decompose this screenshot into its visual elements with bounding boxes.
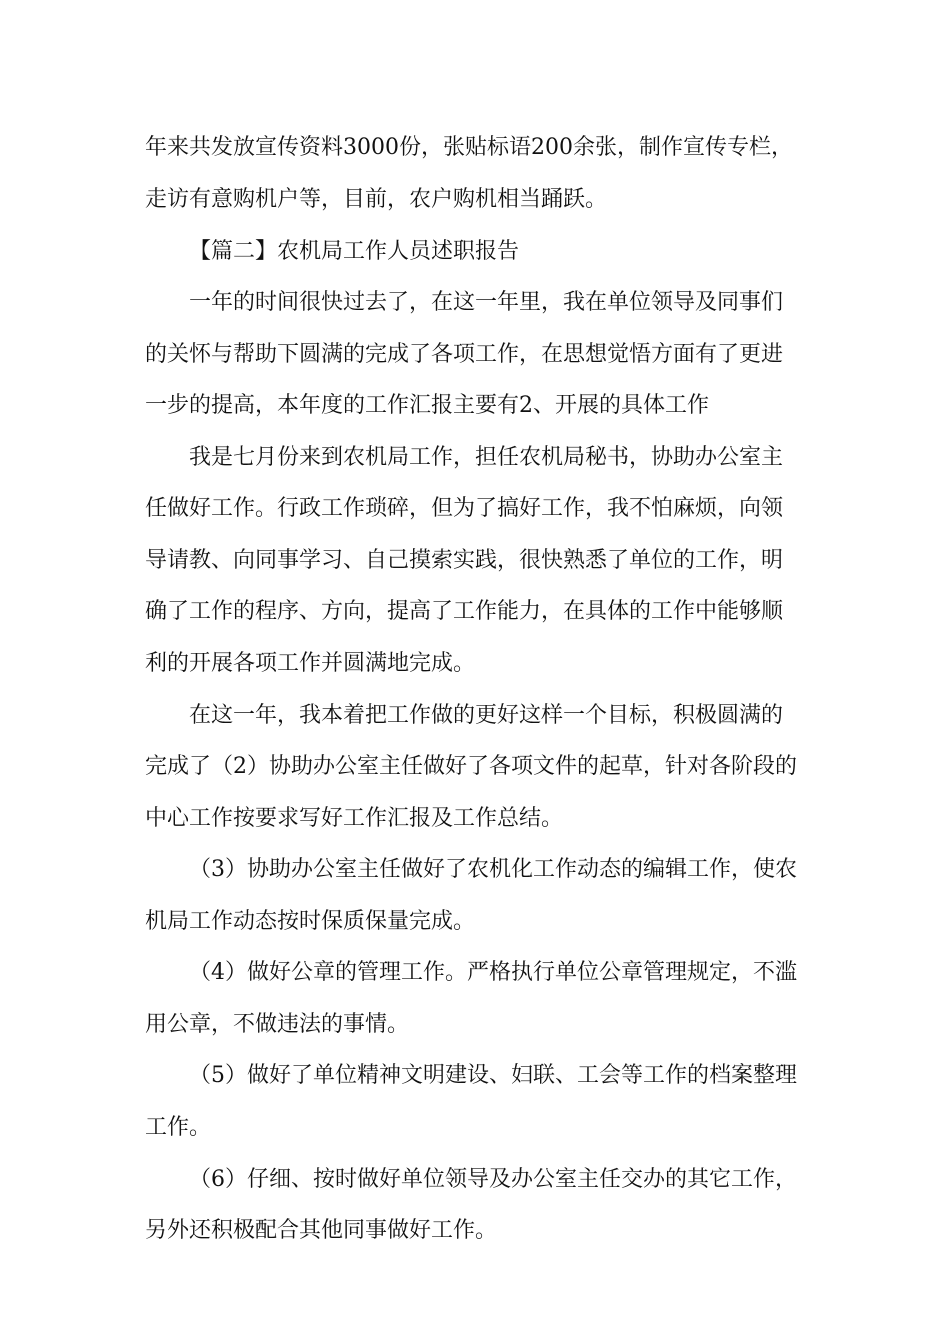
text-line: （5）做好了单位精神文明建设、妇联、工会等工作的档案整理: [189, 1063, 797, 1088]
text-line: 确了工作的程序、方向，提高了工作能力，在具体的工作中能够顺: [145, 599, 784, 624]
text-line: 一步的提高，本年度的工作汇报主要有2、开展的具体工作: [145, 393, 709, 418]
text-line: 我是七月份来到农机局工作，担任农机局秘书，协助办公室主: [189, 445, 784, 470]
text-line: 任做好工作。行政工作琐碎，但为了搞好工作，我不怕麻烦，向领: [145, 496, 784, 521]
text-line: （4）做好公章的管理工作。严格执行单位公章管理规定，不滥: [189, 960, 797, 985]
text-line: 在这一年，我本着把工作做的更好这样一个目标，积极圆满的: [189, 703, 784, 728]
text-line: 另外还积极配合其他同事做好工作。: [145, 1218, 498, 1243]
text-line: 中心工作按要求写好工作汇报及工作总结。: [145, 806, 564, 831]
text-line: 年来共发放宣传资料3000份，张贴标语200余张，制作宣传专栏，: [145, 135, 793, 160]
text-line: （3）协助办公室主任做好了农机化工作动态的编辑工作，使农: [189, 857, 797, 882]
text-line: 一年的时间很快过去了，在这一年里，我在单位领导及同事们: [189, 290, 784, 315]
text-line: （6）仔细、按时做好单位领导及办公室主任交办的其它工作，: [189, 1167, 797, 1192]
text-line: 用公章，不做违法的事情。: [145, 1012, 410, 1037]
section-heading: 【篇二】农机局工作人员述职报告: [189, 239, 520, 264]
text-line: 工作。: [145, 1115, 212, 1140]
text-line: 机局工作动态按时保质保量完成。: [145, 909, 476, 934]
text-line: 的关怀与帮助下圆满的完成了各项工作，在思想觉悟方面有了更进: [145, 342, 784, 367]
text-line: 导请教、向同事学习、自己摸索实践，很快熟悉了单位的工作，明: [145, 548, 784, 573]
text-line: 走访有意购机户等，目前，农户购机相当踊跃。: [145, 187, 608, 212]
text-line: 完成了（2）协助办公室主任做好了各项文件的起草，针对各阶段的: [145, 754, 797, 779]
text-line: 利的开展各项工作并圆满地完成。: [145, 651, 476, 676]
